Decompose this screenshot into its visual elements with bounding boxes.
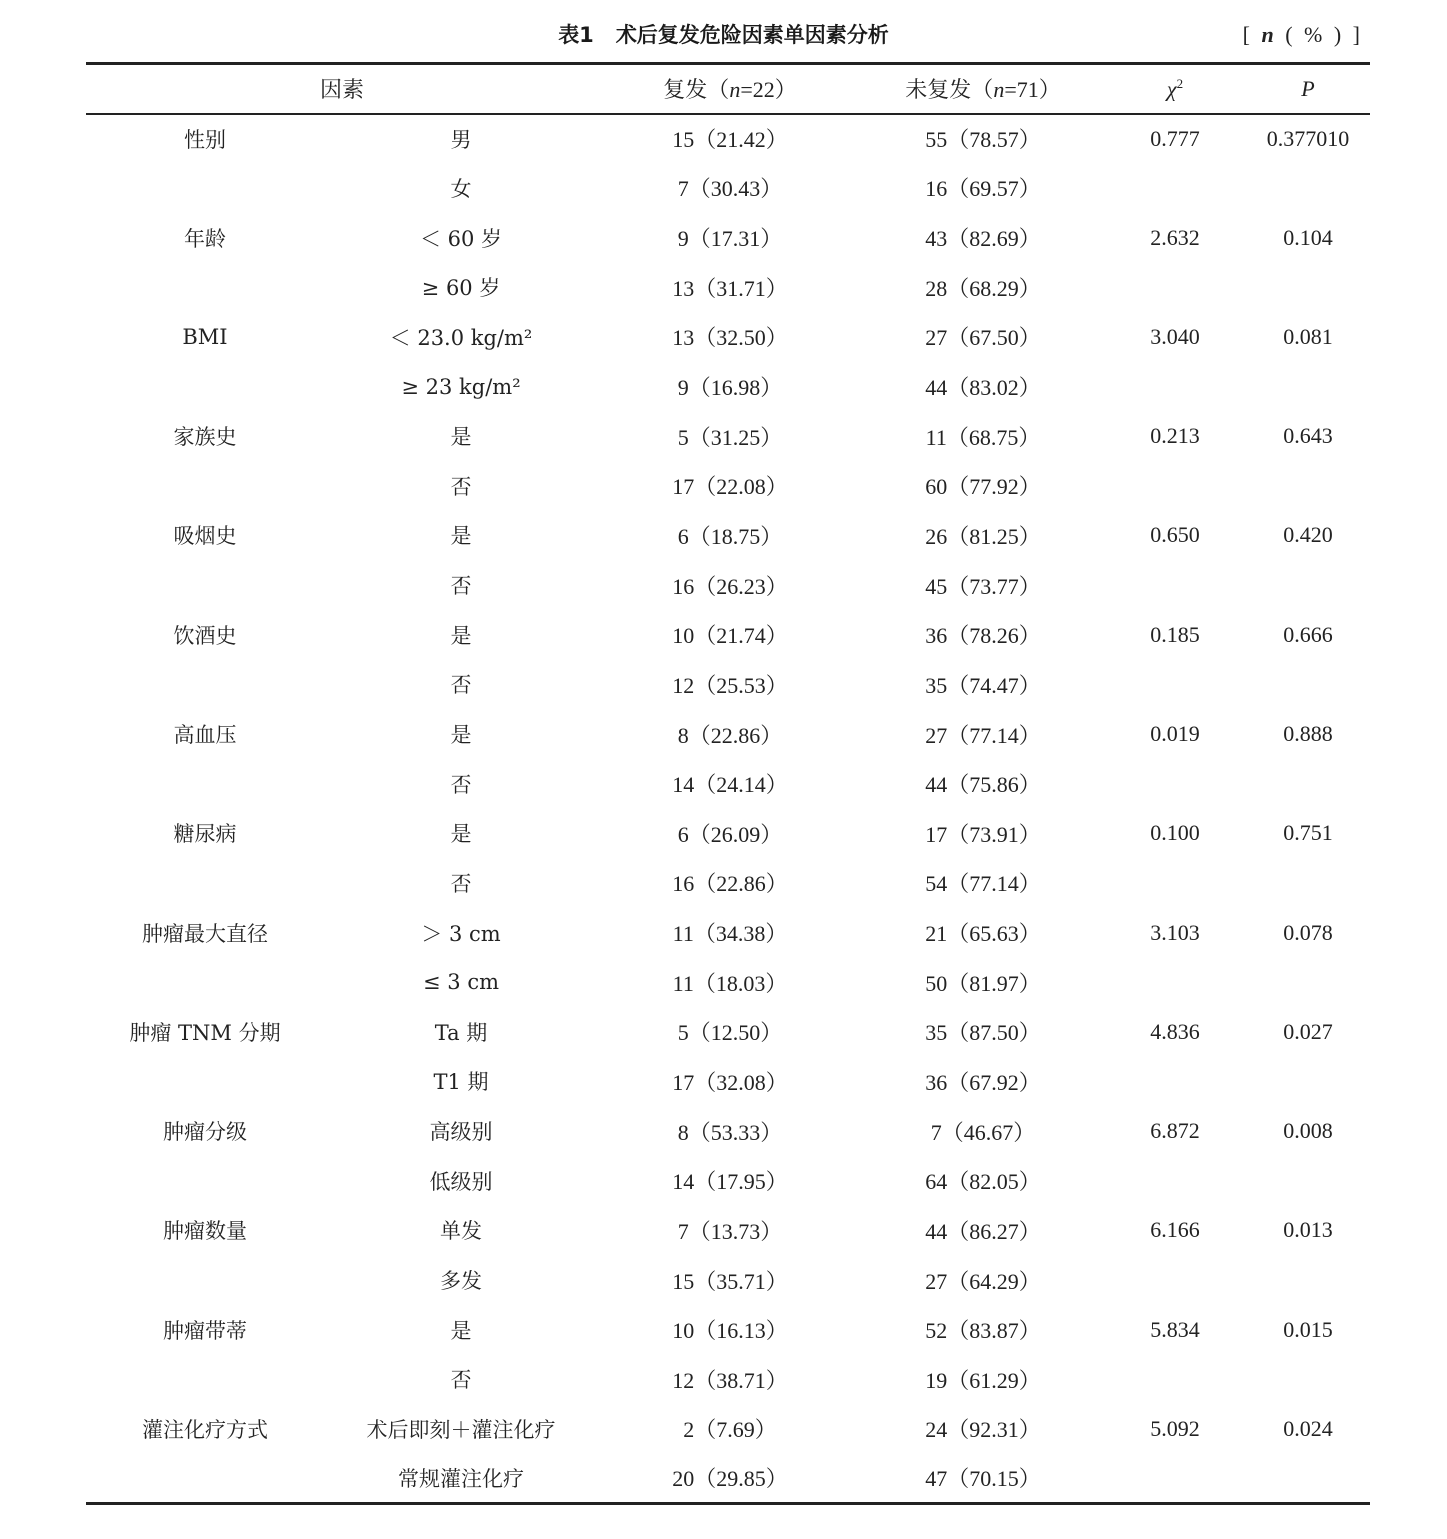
p-value-cell: 0.024 [1283, 1415, 1333, 1441]
no-recurrence-cell: 35（74.47） [925, 672, 1041, 698]
level-cell: ≥ 23 kg/m² [401, 374, 521, 399]
recurrence-cell: 17（22.08） [672, 474, 788, 500]
factor-cell: 肿瘤带蒂 [163, 1318, 247, 1343]
p-value-cell [1246, 1057, 1370, 1107]
unit-label [1243, 18, 1363, 52]
no-recurrence-cell: 24（92.31） [925, 1417, 1041, 1443]
factor-cell [86, 957, 324, 1007]
factor-cell: 肿瘤分级 [163, 1120, 247, 1145]
level-cell: ＜ 23.0 kg/m² [389, 325, 533, 350]
factor-cell: 肿瘤最大直径 [142, 921, 268, 946]
no-recurrence-cell: 17（73.91） [925, 821, 1041, 847]
p-value-cell: 0.420 [1283, 522, 1333, 548]
recurrence-cell: 13（31.71） [672, 275, 788, 301]
level-cell: 常规灌注化疗 [398, 1466, 524, 1491]
table-title [0, 18, 1447, 52]
recurrence-cell: 11（34.38） [672, 921, 788, 947]
no-recurrence-cell: 27（77.14） [925, 722, 1041, 748]
p-value-cell: 0.027 [1283, 1018, 1333, 1044]
table-row [86, 808, 1370, 858]
chi-square-cell [1104, 759, 1246, 809]
table-row [86, 1156, 1370, 1206]
no-recurrence-cell: 54（77.14） [925, 871, 1041, 897]
table-row [86, 1355, 1370, 1405]
chi-square-cell [1104, 461, 1246, 511]
chi-symbol: χ [1166, 75, 1177, 101]
factor-cell [86, 262, 324, 312]
table-row [86, 1007, 1370, 1057]
level-cell: ≥ 60 岁 [421, 276, 501, 301]
recurrence-cell: 14（24.14） [672, 772, 788, 798]
no-recurrence-cell: 11（68.75） [925, 424, 1041, 450]
p-value-cell [1246, 759, 1370, 809]
level-cell: Ta 期 [434, 1020, 488, 1045]
chi-square-cell [1104, 1355, 1246, 1405]
recurrence-cell: 16（26.23） [672, 573, 788, 599]
factor-cell: 灌注化疗方式 [142, 1417, 268, 1442]
factor-cell [86, 759, 324, 809]
recurrence-cell: 20（29.85） [672, 1466, 788, 1492]
level-cell: 单发 [440, 1219, 482, 1244]
chi-square-cell [1104, 1255, 1246, 1305]
level-cell: ＜ 60 岁 [419, 226, 503, 251]
p-value-cell [1246, 262, 1370, 312]
recurrence-cell: 6（26.09） [677, 821, 783, 847]
recurrence-cell: 9（16.98） [677, 375, 783, 401]
table-row [86, 262, 1370, 312]
chi-square-cell: 4.836 [1150, 1018, 1200, 1044]
level-cell: 女 [450, 176, 472, 201]
table-title-text: 术后复发危险因素单因素分析 [615, 23, 889, 47]
level-cell: ≤ 3 cm [423, 970, 499, 995]
table-row [86, 610, 1370, 660]
table-body [86, 114, 1370, 1504]
p-value-cell: 0.643 [1283, 423, 1333, 449]
recurrence-cell: 13（32.50） [672, 325, 788, 351]
factor-cell [86, 560, 324, 610]
unit-open: [ [1242, 22, 1253, 47]
no-recurrence-cell: 44（83.02） [925, 375, 1041, 401]
recurrence-cell: 16（22.86） [672, 871, 788, 897]
p-value-cell: 0.377010 [1266, 125, 1350, 151]
header-recurrence-count: =22） [740, 77, 797, 103]
table-row [86, 957, 1370, 1007]
table-row [86, 411, 1370, 461]
recurrence-cell: 11（18.03） [672, 970, 788, 996]
p-value-cell: 0.013 [1283, 1217, 1333, 1243]
chi-square-cell: 6.166 [1150, 1217, 1200, 1243]
level-cell: 否 [450, 673, 472, 698]
header-recurrence-label: 复发（ [663, 77, 730, 103]
factor-cell [86, 1057, 324, 1107]
level-cell: 是 [450, 723, 472, 747]
no-recurrence-cell: 27（64.29） [925, 1268, 1041, 1294]
no-recurrence-cell: 27（67.50） [925, 325, 1041, 351]
factor-cell [86, 1156, 324, 1206]
level-cell: 低级别 [429, 1169, 493, 1194]
level-cell: T1 期 [433, 1070, 489, 1095]
factor-cell [86, 1355, 324, 1405]
level-cell: 是 [450, 822, 472, 847]
table-number: 表1 [558, 23, 594, 47]
table-row [86, 709, 1370, 759]
chi-power: 2 [1176, 75, 1184, 91]
recurrence-cell: 15（21.42） [672, 127, 788, 153]
no-recurrence-cell: 45（73.77） [925, 573, 1041, 599]
table-row [86, 660, 1370, 710]
table-row [86, 1057, 1370, 1107]
level-cell: 是 [450, 524, 472, 549]
table-row [86, 213, 1370, 263]
recurrence-cell: 7（30.43） [677, 176, 783, 202]
chi-square-cell: 0.213 [1150, 423, 1200, 449]
recurrence-cell: 8（22.86） [677, 722, 783, 748]
level-cell: ＞ 3 cm [421, 921, 501, 946]
level-cell: 术后即刻＋灌注化疗 [366, 1417, 556, 1442]
recurrence-cell: 5（31.25） [677, 424, 783, 450]
table-row [86, 163, 1370, 213]
p-value-cell: 0.666 [1283, 621, 1333, 647]
chi-square-cell: 0.100 [1150, 820, 1200, 846]
table-row [86, 1305, 1370, 1355]
p-value-cell [1246, 660, 1370, 710]
p-value-cell: 0.078 [1283, 919, 1333, 945]
header-recurrence-n: n [729, 77, 741, 103]
recurrence-cell: 9（17.31） [677, 226, 783, 252]
header-no-recurrence [862, 64, 1104, 114]
recurrence-cell: 8（53.33） [677, 1119, 783, 1145]
no-recurrence-cell: 36（67.92） [925, 1069, 1041, 1095]
factor-cell: 年龄 [184, 226, 226, 251]
header-recurrence [598, 64, 862, 114]
chi-square-cell [1104, 660, 1246, 710]
p-value-cell: 0.888 [1283, 721, 1333, 746]
table-row [86, 362, 1370, 412]
level-cell: 多发 [440, 1269, 482, 1294]
chi-square-cell: 3.103 [1150, 919, 1200, 945]
factor-cell [86, 362, 324, 412]
table-row [86, 1106, 1370, 1156]
factor-cell [86, 1454, 324, 1504]
table-row [86, 908, 1370, 958]
no-recurrence-cell: 55（78.57） [925, 127, 1041, 153]
p-value-cell [1246, 1355, 1370, 1405]
recurrence-cell: 10（16.13） [672, 1318, 788, 1344]
no-recurrence-cell: 16（69.57） [925, 176, 1041, 202]
table-row [86, 560, 1370, 610]
p-symbol: P [1301, 75, 1315, 101]
table-row [86, 1255, 1370, 1305]
p-value-cell: 0.008 [1283, 1118, 1333, 1144]
unit-n: n [1261, 22, 1277, 47]
table-row [86, 461, 1370, 511]
chi-square-cell: 2.632 [1150, 224, 1200, 250]
chi-square-cell: 0.777 [1150, 125, 1200, 151]
chi-square-cell [1104, 163, 1246, 213]
p-value-cell [1246, 461, 1370, 511]
factor-cell: 饮酒史 [173, 623, 237, 648]
data-table [86, 62, 1370, 1505]
table-row [86, 759, 1370, 809]
factor-cell [86, 660, 324, 710]
factor-cell: 肿瘤数量 [163, 1219, 247, 1244]
level-cell: 否 [450, 772, 472, 797]
level-cell: 是 [450, 1318, 472, 1343]
chi-square-cell: 3.040 [1150, 323, 1200, 349]
p-value-cell [1246, 560, 1370, 610]
p-value-cell [1246, 362, 1370, 412]
header-chi-square [1104, 64, 1246, 114]
header-factor: 因素 [320, 77, 365, 103]
factor-cell [86, 163, 324, 213]
chi-square-cell [1104, 858, 1246, 908]
chi-square-cell: 5.834 [1150, 1316, 1200, 1342]
recurrence-cell: 12（25.53） [672, 672, 788, 698]
recurrence-cell: 15（35.71） [672, 1268, 788, 1294]
p-value-cell [1246, 1454, 1370, 1504]
no-recurrence-cell: 43（82.69） [925, 226, 1041, 252]
recurrence-cell: 10（21.74） [672, 623, 788, 649]
no-recurrence-cell: 52（83.87） [925, 1318, 1041, 1344]
factor-cell: 吸烟史 [173, 524, 237, 549]
recurrence-cell: 7（13.73） [677, 1218, 783, 1244]
no-recurrence-cell: 47（70.15） [925, 1466, 1041, 1492]
chi-square-cell [1104, 560, 1246, 610]
p-value-cell: 0.751 [1283, 820, 1333, 846]
table-row [86, 312, 1370, 362]
no-recurrence-cell: 35（87.50） [925, 1020, 1041, 1046]
factor-cell [86, 461, 324, 511]
chi-square-cell: 0.650 [1150, 522, 1200, 548]
recurrence-cell: 12（38.71） [672, 1367, 788, 1393]
p-value-cell [1246, 858, 1370, 908]
recurrence-cell: 14（17.95） [672, 1169, 788, 1195]
table-row [86, 1206, 1370, 1256]
no-recurrence-cell: 26（81.25） [925, 523, 1041, 549]
table-row [86, 114, 1370, 164]
factor-cell: 高血压 [173, 723, 237, 747]
factor-cell: 糖尿病 [173, 822, 237, 847]
no-recurrence-cell: 64（82.05） [925, 1169, 1041, 1195]
recurrence-cell: 5（12.50） [677, 1020, 783, 1046]
p-value-cell [1246, 1156, 1370, 1206]
factor-cell: 家族史 [173, 425, 237, 450]
header-no-recurrence-label: 未复发（ [905, 77, 994, 103]
level-cell: 是 [450, 623, 472, 648]
p-value-cell: 0.015 [1283, 1316, 1333, 1342]
table-row [86, 1454, 1370, 1504]
factor-cell [86, 858, 324, 908]
level-cell: 否 [450, 474, 472, 499]
chi-square-cell [1104, 262, 1246, 312]
no-recurrence-cell: 19（61.29） [925, 1367, 1041, 1393]
level-cell: 否 [450, 871, 472, 896]
chi-square-cell [1104, 362, 1246, 412]
chi-square-cell [1104, 1454, 1246, 1504]
header-p-value [1246, 64, 1370, 114]
header-no-recurrence-count: =71） [1004, 77, 1061, 103]
chi-square-cell [1104, 957, 1246, 1007]
recurrence-cell: 6（18.75） [677, 523, 783, 549]
header-no-recurrence-n: n [993, 77, 1005, 103]
chi-square-cell: 0.019 [1150, 721, 1200, 746]
level-cell: 男 [450, 127, 472, 152]
no-recurrence-cell: 7（46.67） [930, 1119, 1036, 1145]
no-recurrence-cell: 60（77.92） [925, 474, 1041, 500]
p-value-cell [1246, 1255, 1370, 1305]
level-cell: 否 [450, 1368, 472, 1393]
no-recurrence-cell: 44（75.86） [925, 772, 1041, 798]
level-cell: 否 [450, 574, 472, 599]
factor-cell: BMI [182, 324, 228, 349]
factor-cell: 肿瘤 TNM 分期 [129, 1020, 281, 1045]
no-recurrence-cell: 21（65.63） [925, 921, 1041, 947]
chi-square-cell: 0.185 [1150, 621, 1200, 647]
table-caption [0, 18, 1447, 54]
no-recurrence-cell: 36（78.26） [925, 623, 1041, 649]
recurrence-cell: 2（7.69） [683, 1417, 777, 1443]
chi-square-cell: 5.092 [1150, 1415, 1200, 1441]
factor-cell [86, 1255, 324, 1305]
table-row [86, 858, 1370, 908]
level-cell: 是 [450, 425, 472, 450]
level-cell: 高级别 [429, 1120, 493, 1145]
p-value-cell [1246, 163, 1370, 213]
table-row [86, 1404, 1370, 1454]
no-recurrence-cell: 44（86.27） [925, 1218, 1041, 1244]
table-row [86, 511, 1370, 561]
no-recurrence-cell: 28（68.29） [925, 275, 1041, 301]
header-row [86, 64, 1370, 114]
no-recurrence-cell: 50（81.97） [925, 970, 1041, 996]
p-value-cell: 0.081 [1283, 323, 1333, 349]
factor-cell: 性别 [184, 127, 226, 152]
p-value-cell: 0.104 [1283, 224, 1333, 250]
chi-square-cell [1104, 1057, 1246, 1107]
chi-square-cell [1104, 1156, 1246, 1206]
recurrence-cell: 17（32.08） [672, 1069, 788, 1095]
chi-square-cell: 6.872 [1150, 1118, 1200, 1144]
unit-rest: ( % ) ] [1285, 22, 1363, 47]
p-value-cell [1246, 957, 1370, 1007]
